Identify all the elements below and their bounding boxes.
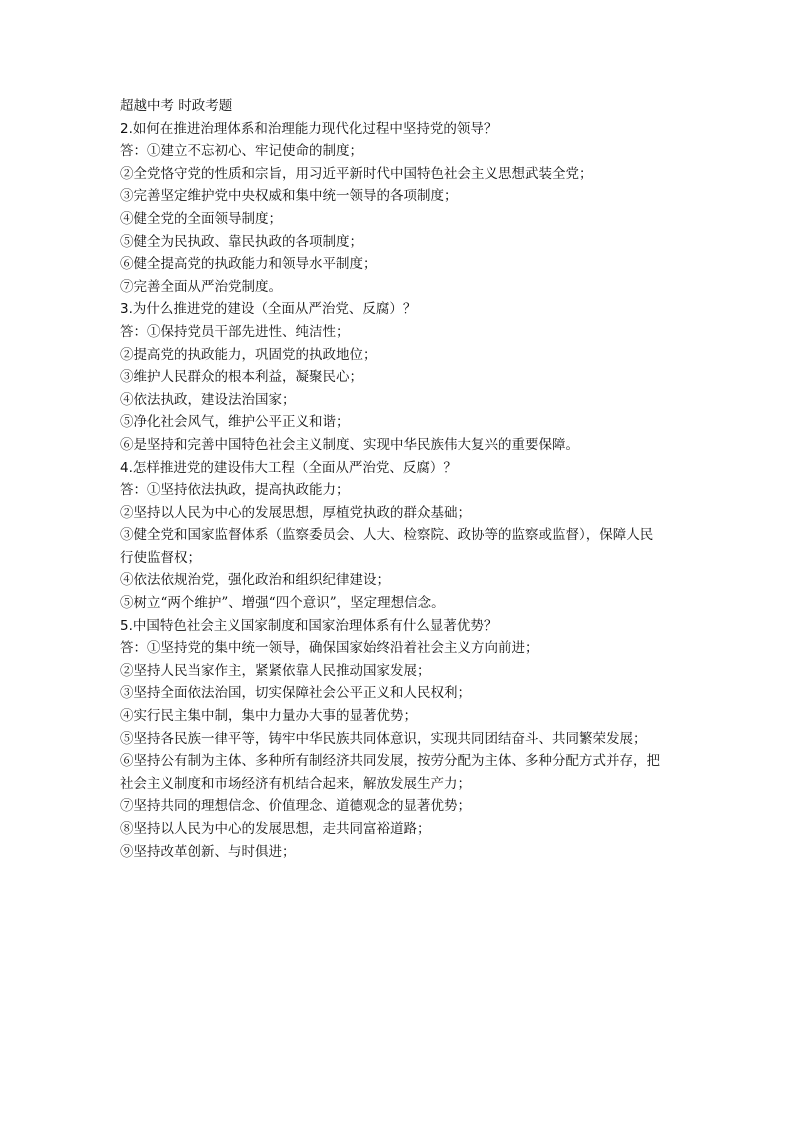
document-page <box>120 95 680 863</box>
question-2-title: 2.如何在推进治理体系和治理能力现代化过程中坚持党的领导？ <box>120 120 498 137</box>
question-2-answer-3: ③完善坚定维护党中央权威和集中统一领导的各项制度； <box>120 188 458 205</box>
question-5-answer-7: ⑦坚持共同的理想信念、价值理念、道德观念的显著优势； <box>120 798 471 815</box>
question-4-answer-3-continued: 行使监督权； <box>120 549 201 566</box>
question-5-answer-5: ⑤坚持各民族一律平等，铸牢中华民族共同体意识，实现共同团结奋斗、共同繁荣发展； <box>120 730 647 747</box>
question-4-answer-1: 答：①坚持依法执政，提高执政能力； <box>120 482 350 499</box>
question-5-answer-1: 答：①坚持党的集中统一领导，确保国家始终沿着社会主义方向前进； <box>120 640 539 657</box>
question-3-answer-4: ④依法执政，建设法治国家； <box>120 391 296 408</box>
question-5-answer-2: ②坚持人民当家作主，紧紧依靠人民推动国家发展； <box>120 662 431 679</box>
question-3-title: 3.为什么推进党的建设（全面从严治党、反腐）？ <box>120 301 417 318</box>
question-2-answer-6: ⑥健全提高党的执政能力和领导水平制度； <box>120 256 377 273</box>
question-2-answer-1: 答：①建立不忘初心、牢记使命的制度； <box>120 143 363 160</box>
question-4-title: 4.怎样推进党的建设伟大工程（全面从严治党、反腐）？ <box>120 459 457 476</box>
question-4-answer-4: ④依法依规治党，强化政治和组织纪律建设； <box>120 572 390 589</box>
question-4-answer-2: ②坚持以人民为中心的发展思想，厚植党执政的群众基础； <box>120 504 471 521</box>
question-4-answer-5: ⑤树立“两个维护”、增强“四个意识”，坚定理想信念。 <box>120 595 445 612</box>
question-5-answer-3: ③坚持全面依法治国，切实保障社会公平正义和人民权利； <box>120 685 471 702</box>
question-2-answer-4: ④健全党的全面领导制度； <box>120 210 282 227</box>
question-3-answer-2: ②提高党的执政能力，巩固党的执政地位； <box>120 346 377 363</box>
question-2-answer-5: ⑤健全为民执政、靠民执政的各项制度； <box>120 233 363 250</box>
question-5-answer-6: ⑥坚持公有制为主体、多种所有制经济共同发展，按劳分配为主体、多种分配方式并存，把 <box>120 753 660 770</box>
question-5-answer-4: ④实行民主集中制，集中力量办大事的显著优势； <box>120 708 417 725</box>
document-header: 超越中考 时政考题 <box>120 98 233 114</box>
question-5-title: 5.中国特色社会主义国家制度和国家治理体系有什么显著优势？ <box>120 617 498 634</box>
question-2-answer-7: ⑦完善全面从严治党制度。 <box>120 278 282 295</box>
question-4-answer-3: ③健全党和国家监督体系（监察委员会、人大、检察院、政协等的监察或监督），保障人民 <box>120 527 654 544</box>
question-5-answer-6-continued: 社会主义制度和市场经济有机结合起来，解放发展生产力； <box>120 775 471 792</box>
question-5-answer-9: ⑨坚持改革创新、与时俱进； <box>120 843 296 860</box>
question-3-answer-3: ③维护人民群众的根本利益，凝聚民心； <box>120 369 363 386</box>
question-5-answer-8: ⑧坚持以人民为中心的发展思想，走共同富裕道路； <box>120 821 431 837</box>
question-2-answer-2: ②全党恪守党的性质和宗旨，用习近平新时代中国特色社会主义思想武装全党； <box>120 165 593 182</box>
question-3-answer-6: ⑥是坚持和完善中国特色社会主义制度、实现中华民族伟大复兴的重要保障。 <box>120 436 579 453</box>
question-3-answer-1: 答：①保持党员干部先进性、纯洁性； <box>120 323 350 340</box>
question-3-answer-5: ⑤净化社会风气，维护公平正义和谐； <box>120 414 350 431</box>
